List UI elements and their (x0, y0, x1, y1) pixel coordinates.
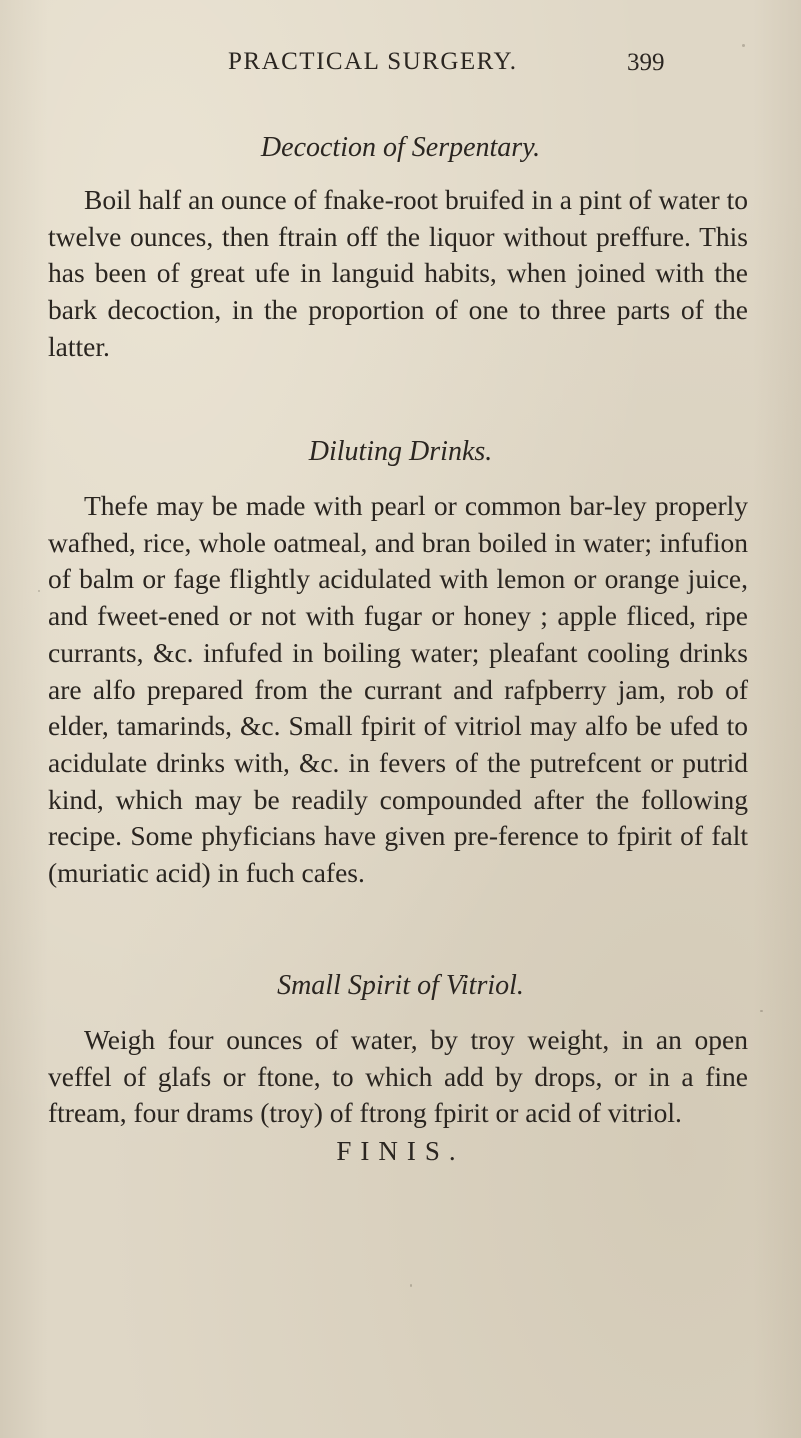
finis-closing: FINIS. (336, 1136, 465, 1166)
paragraph-decoction-of-serpentary: Boil half an ounce of fnake-root bruifed in a pint of water to twelve ounces, then ftrain off the liquor without preffure. This has been of great ufe in languid habits, when joined with the bark decoction, in the proportion of one to three parts of the latter. (48, 184, 748, 362)
heading-diluting-drinks: Diluting Drinks. (308, 436, 493, 467)
paper-speck (760, 1010, 763, 1012)
paper-speck (38, 590, 40, 592)
paragraph-diluting-drinks: Thefe may be made with pearl or common bar-ley properly wafhed, rice, whole oatmeal, and bran boiled in water; infufion of balm or fage flightly acidulated with lemon or orange juice, and fweet-ened or not with fugar or honey ; apple fliced, ripe currants, &c. infufed in boiling water; pleafant cooling drinks are alfo prepared from the currant and rafpberry jam, rob of elder, tamarinds, &c. Small fpirit of vitriol may alfo be ufed to acidulate drinks with, &c. in fevers of the putrefcent or putrid kind, which may be readily compounded after the following recipe. Some phyficians have given pre-ference to fpirit of falt (muriatic acid) in fuch cafes. (48, 490, 748, 889)
running-head (0, 48, 801, 82)
paper-speck (742, 44, 745, 47)
page-number: 399 (627, 49, 665, 76)
running-title: PRACTICAL SURGERY. (228, 48, 518, 75)
paper-speck (410, 1284, 412, 1287)
paragraph-small-spirit-of-vitriol: Weigh four ounces of water, by troy weight, in an open veffel of glafs or ftone, to which add by drops, or in a fine ftream, four drams (troy) of ftrong fpirit or acid of vitriol. (48, 1024, 748, 1129)
heading-decoction-of-serpentary: Decoction of Serpentary. (260, 132, 541, 163)
heading-small-spirit-of-vitriol: Small Spirit of Vitriol. (277, 970, 524, 1001)
